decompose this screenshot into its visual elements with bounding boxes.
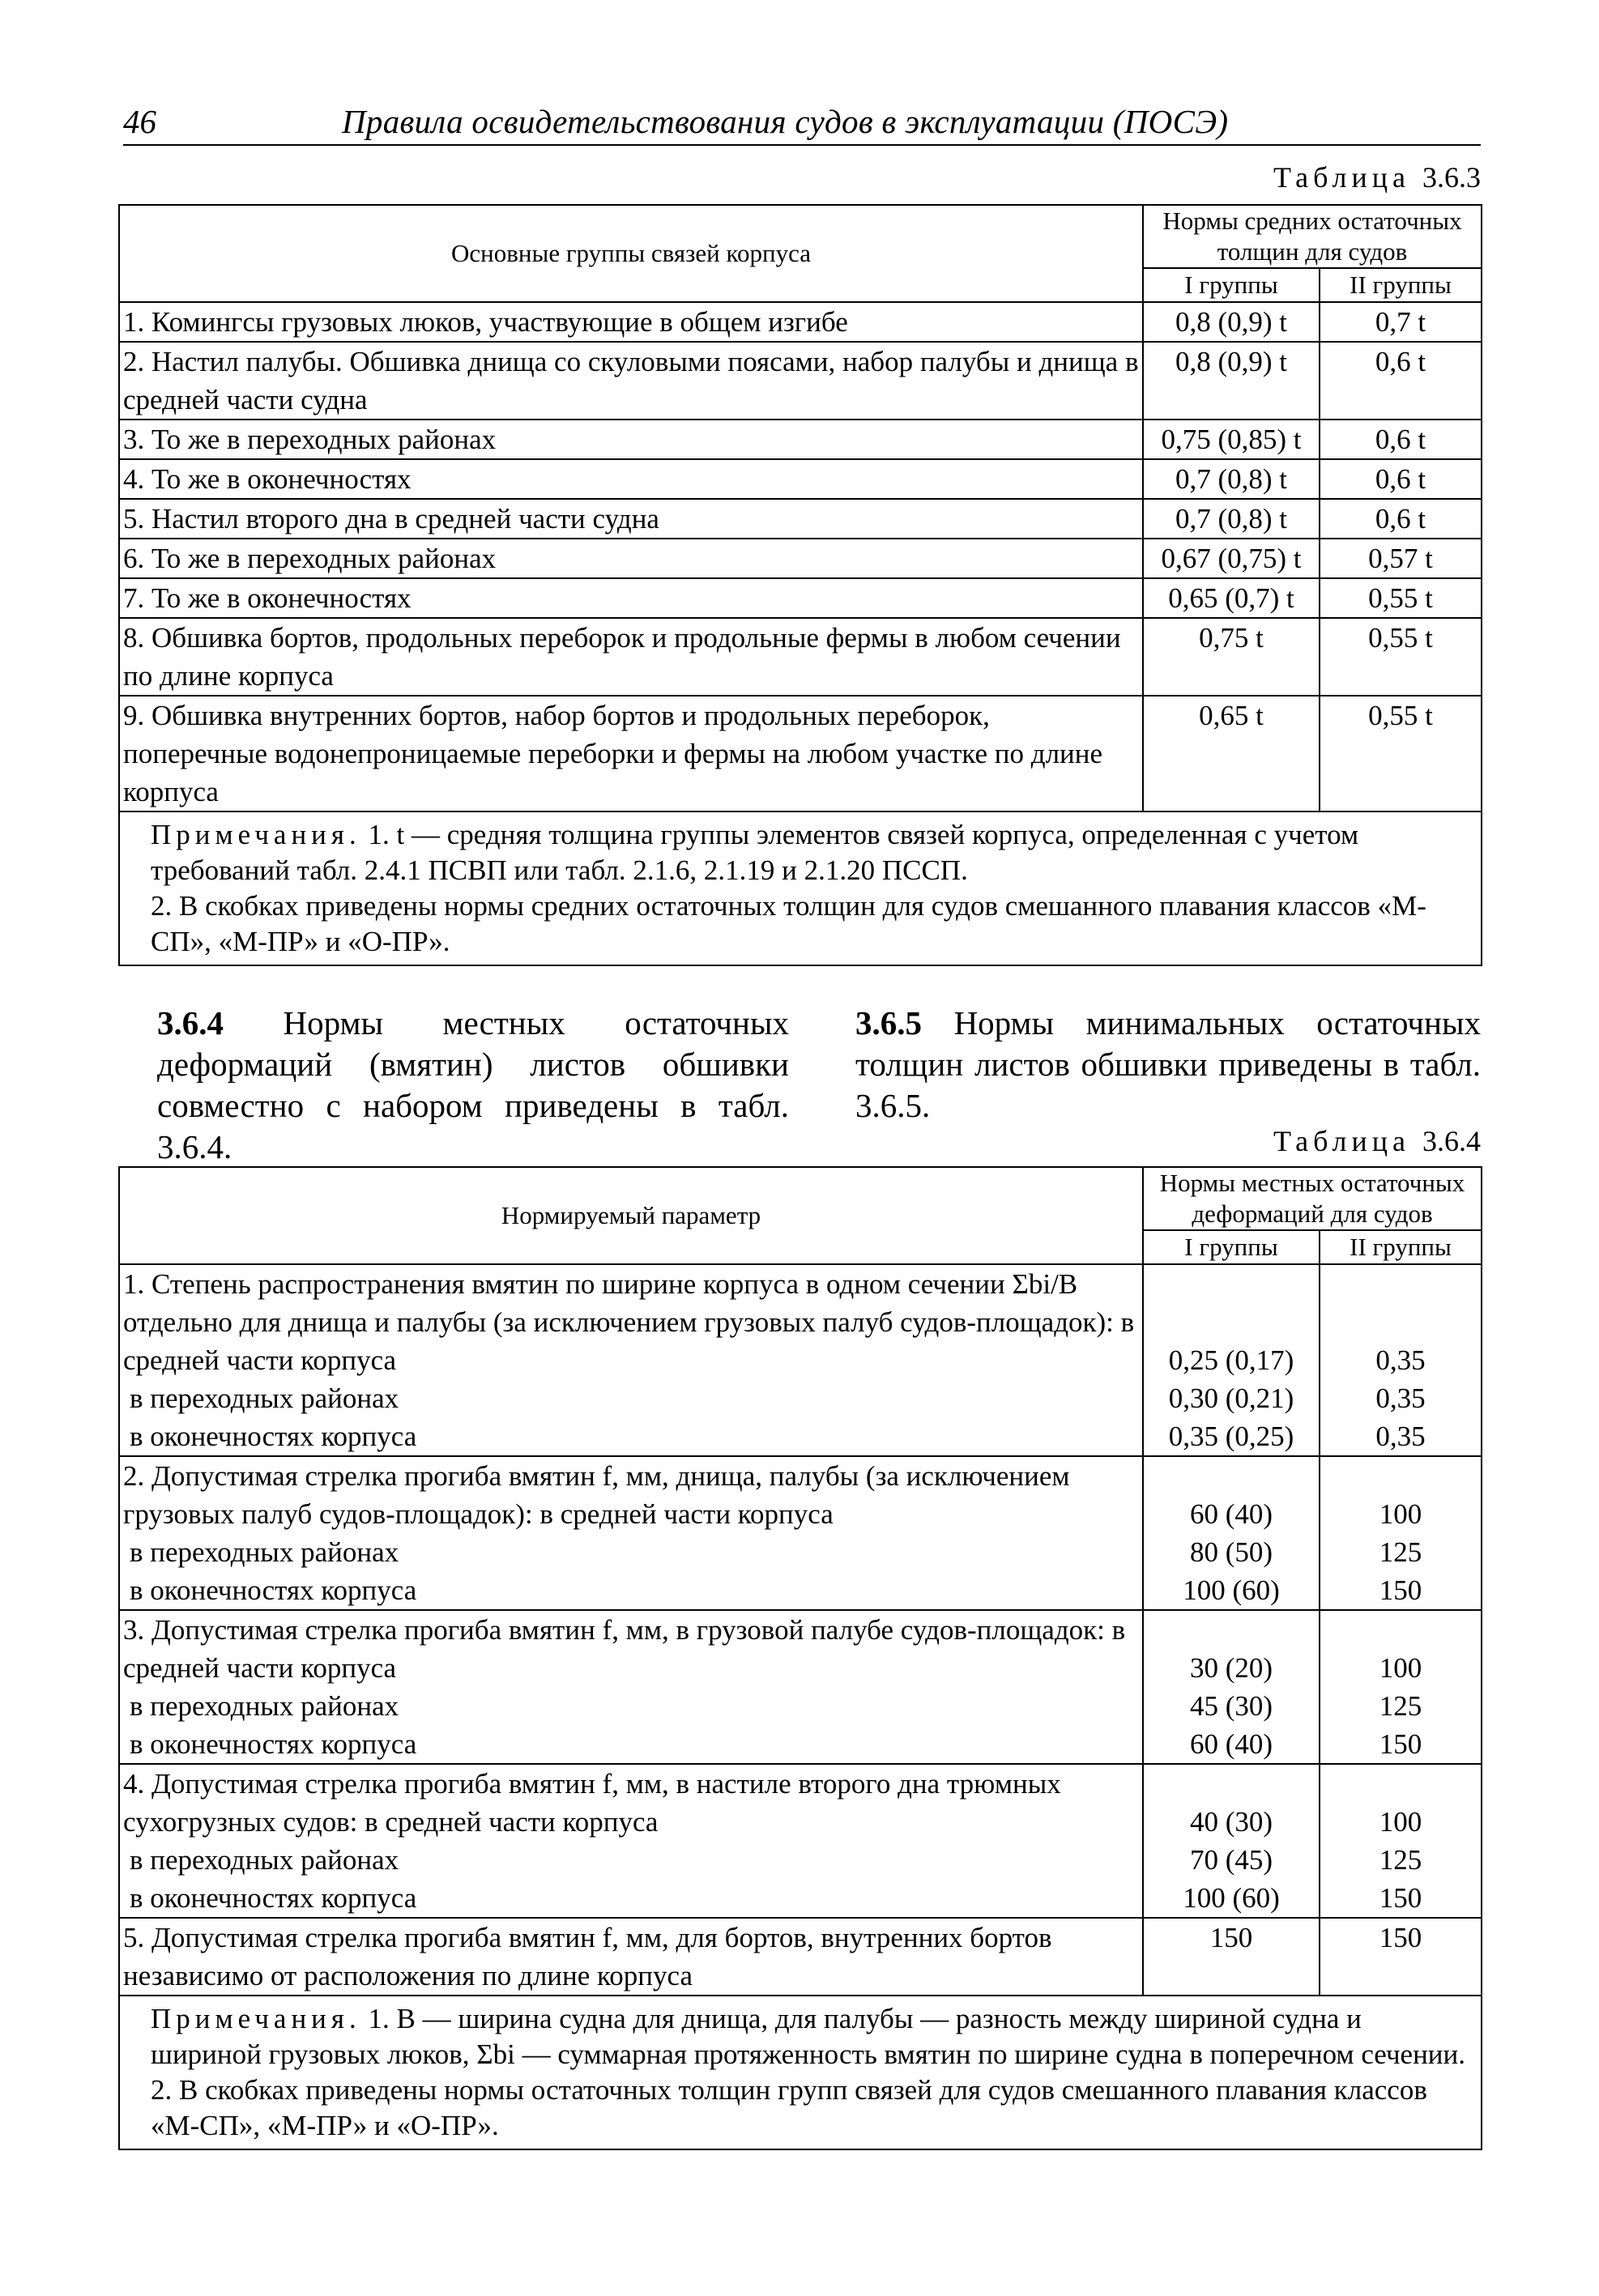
row-text: 1. Комингсы грузовых люков, участвующие в общем изгибе — [119, 302, 1143, 342]
table-header-norms: Нормы средних остаточных толщин для судов — [1143, 205, 1482, 268]
table-header-group1: I группы — [1143, 268, 1320, 302]
table-row — [119, 459, 1482, 499]
notes-label: Примечания. — [151, 819, 361, 850]
sub-item: в переходных районах — [130, 1844, 399, 1876]
group-lead: 2. Допустимая стрелка прогиба вмятин f, мм, днища, палубы (за исключением грузовых палуб судов-площадок): в средней части корпуса — [123, 1460, 1070, 1530]
table-header-group2: II группы — [1320, 268, 1482, 302]
table-row — [119, 539, 1482, 578]
paragraph-3-6-5 — [855, 1003, 1481, 1127]
value: 100 — [1379, 1806, 1422, 1838]
value: 100 — [1379, 1652, 1422, 1684]
row-group1-value: 0,67 (0,75) t — [1143, 539, 1320, 578]
row-text: 7. То же в оконечностях — [119, 578, 1143, 618]
note-1-text: 1. B — ширина судна для днища, для палубы — разность между шириной судна и шириной грузовых люков, Σbi — суммарная протяженность вмятин по ширине судна в поперечном сечении. — [151, 2003, 1466, 2070]
row-group1-value: 0,65 (0,7) t — [1143, 578, 1320, 618]
row-group2-value — [1320, 1764, 1482, 1918]
row-text — [119, 1764, 1143, 1918]
table-caption-number: 3.6.3 — [1422, 161, 1481, 194]
row-group2-value: 0,6 t — [1320, 459, 1482, 499]
table-row — [119, 342, 1482, 420]
table-header-group2: II группы — [1320, 1230, 1482, 1264]
group-lead: 3. Допустимая стрелка прогиба вмятин f, мм, в грузовой палубе судов-площадок: в средней части корпуса — [123, 1614, 1126, 1684]
row-group2-value — [1320, 1456, 1482, 1610]
table-caption-364 — [1273, 1124, 1481, 1158]
page-number: 46 — [123, 103, 156, 140]
table-row — [119, 302, 1482, 342]
row-group1-value: 0,8 (0,9) t — [1143, 302, 1320, 342]
row-text: 5. Настил второго дна в средней части судна — [119, 499, 1143, 539]
table-header-param: Основные группы связей корпуса — [119, 205, 1143, 302]
value: 0,35 — [1375, 1421, 1426, 1452]
row-group1-value: 0,75 t — [1143, 618, 1320, 696]
row-text — [119, 1610, 1143, 1764]
row-group1-value: 0,65 t — [1143, 696, 1320, 811]
note-1 — [123, 2001, 1477, 2072]
table-row — [119, 1764, 1482, 1918]
table-row — [119, 420, 1482, 459]
row-text: 9. Обшивка внутренних бортов, набор бортов и продольных переборок, поперечные водонепроницаемые переборки и фермы на любом участке по длине корпуса — [119, 696, 1143, 811]
table-notes-row — [119, 811, 1482, 965]
running-title: Правила освидетельствования судов в эксплуатации (ПОСЭ) — [342, 103, 1229, 140]
row-group1-value — [1143, 1456, 1320, 1610]
table-notes — [119, 811, 1482, 965]
value: 0,35 (0,25) — [1168, 1421, 1294, 1452]
row-text — [119, 1456, 1143, 1610]
value: 0,25 (0,17) — [1168, 1344, 1294, 1376]
value: 100 (60) — [1183, 1574, 1280, 1606]
paragraph-number: 3.6.5 — [855, 1004, 922, 1042]
sub-item: в переходных районах — [130, 1536, 399, 1568]
table-header-norms: Нормы местных остаточных деформаций для судов — [1143, 1167, 1482, 1230]
value: 40 (30) — [1189, 1806, 1273, 1838]
row-group2-value: 150 — [1320, 1918, 1482, 1996]
value: 125 — [1379, 1844, 1422, 1876]
table-caption-363 — [1273, 160, 1481, 194]
row-group1-value: 0,75 (0,85) t — [1143, 420, 1320, 459]
row-text: 2. Настил палубы. Обшивка днища со скуловыми поясами, набор палубы и днища в средней части судна — [119, 342, 1143, 420]
sub-item: в переходных районах — [130, 1382, 399, 1414]
table-363 — [118, 204, 1482, 966]
value: 60 (40) — [1189, 1728, 1273, 1760]
group-lead: 4. Допустимая стрелка прогиба вмятин f, мм, в настиле второго дна трюмных сухогрузных судов: в средней части корпуса — [123, 1768, 1061, 1838]
row-group1-value: 0,8 (0,9) t — [1143, 342, 1320, 420]
row-group2-value: 0,7 t — [1320, 302, 1482, 342]
group-lead: 1. Степень распространения вмятин по ширине корпуса в одном сечении Σbi/B отдельно для днища и палубы (за исключением грузовых палуб судов-площадок): в средней части корпуса — [123, 1268, 1135, 1376]
value: 150 — [1379, 1574, 1422, 1606]
row-text: 5. Допустимая стрелка прогиба вмятин f, мм, для бортов, внутренних бортов независимо от расположения по длине корпуса — [119, 1918, 1143, 1996]
table-row — [119, 696, 1482, 811]
table-caption-number: 3.6.4 — [1422, 1125, 1481, 1157]
row-group1-value — [1143, 1764, 1320, 1918]
sub-item: в оконечностях корпуса — [130, 1574, 417, 1606]
table-row — [119, 1610, 1482, 1764]
row-group2-value: 0,57 t — [1320, 539, 1482, 578]
table-header-param: Нормируемый параметр — [119, 1167, 1143, 1264]
row-text: 3. То же в переходных районах — [119, 420, 1143, 459]
row-group2-value: 0,55 t — [1320, 696, 1482, 811]
table-row — [119, 578, 1482, 618]
row-text: 6. То же в переходных районах — [119, 539, 1143, 578]
note-2: 2. В скобках приведены нормы остаточных толщин групп связей для судов смешанного плавания классов «М-СП», «М-ПР» и «О-ПР». — [151, 2074, 1427, 2141]
row-group2-value — [1320, 1610, 1482, 1764]
row-group1-value — [1143, 1610, 1320, 1764]
value: 45 (30) — [1189, 1690, 1273, 1722]
row-group2-value: 0,6 t — [1320, 342, 1482, 420]
value: 70 (45) — [1189, 1844, 1273, 1876]
sub-item: в оконечностях корпуса — [130, 1421, 417, 1452]
page-header — [123, 96, 1481, 146]
value: 125 — [1379, 1690, 1422, 1722]
row-group1-value: 0,7 (0,8) t — [1143, 459, 1320, 499]
table-row — [119, 499, 1482, 539]
value: 125 — [1379, 1536, 1422, 1568]
row-group2-value: 0,6 t — [1320, 420, 1482, 459]
table-notes — [119, 1996, 1482, 2149]
value: 0,35 — [1375, 1344, 1426, 1376]
value: 150 — [1379, 1882, 1422, 1914]
value: 0,30 (0,21) — [1168, 1382, 1294, 1414]
table-364 — [118, 1166, 1482, 2150]
paragraph-number: 3.6.4 — [157, 1004, 224, 1042]
table-caption-word: Таблица — [1273, 1125, 1410, 1157]
row-group2-value: 0,55 t — [1320, 578, 1482, 618]
value: 100 — [1379, 1498, 1422, 1530]
row-text: 4. То же в оконечностях — [119, 459, 1143, 499]
value: 100 (60) — [1183, 1882, 1280, 1914]
table-caption-word: Таблица — [1273, 161, 1410, 194]
row-text — [119, 1264, 1143, 1456]
value: 80 (50) — [1189, 1536, 1273, 1568]
row-text: 8. Обшивка бортов, продольных переборок и продольные фермы в любом сечении по длине корпуса — [119, 618, 1143, 696]
sub-item: в оконечностях корпуса — [130, 1882, 417, 1914]
table-row — [119, 1456, 1482, 1610]
row-group1-value: 150 — [1143, 1918, 1320, 1996]
value: 30 (20) — [1189, 1652, 1273, 1684]
note-1-text: 1. t — средняя толщина группы элементов связей корпуса, определенная с учетом требований табл. 2.4.1 ПСВП или табл. 2.1.6, 2.1.19 и 2.1.20 ПССП. — [151, 819, 1359, 886]
table-row — [119, 1918, 1482, 1996]
row-group1-value: 0,7 (0,8) t — [1143, 499, 1320, 539]
paragraph-text: Нормы минимальных остаточных толщин листов обшивки приведены в табл. 3.6.5. — [855, 1004, 1481, 1124]
value: 60 (40) — [1189, 1498, 1273, 1530]
row-group2-value: 0,55 t — [1320, 618, 1482, 696]
table-row — [119, 618, 1482, 696]
row-group1-value — [1143, 1264, 1320, 1456]
paragraph-3-6-4 — [157, 1003, 789, 1168]
note-2: 2. В скобках приведены нормы средних остаточных толщин для судов смешанного плавания классов «М-СП», «М-ПР» и «О-ПР». — [151, 890, 1426, 957]
sub-item: в переходных районах — [130, 1690, 399, 1722]
table-header-group1: I группы — [1143, 1230, 1320, 1264]
row-group2-value: 0,6 t — [1320, 499, 1482, 539]
note-1 — [123, 817, 1477, 888]
row-group2-value — [1320, 1264, 1482, 1456]
paragraph-text: Нормы местных остаточных деформаций (вмятин) листов обшивки совместно с набором приведены в табл. 3.6.4. — [157, 1004, 789, 1165]
value: 0,35 — [1375, 1382, 1426, 1414]
table-notes-row — [119, 1996, 1482, 2149]
notes-label: Примечания. — [151, 2003, 361, 2034]
table-row — [119, 1264, 1482, 1456]
value: 150 — [1379, 1728, 1422, 1760]
sub-item: в оконечностях корпуса — [130, 1728, 417, 1760]
